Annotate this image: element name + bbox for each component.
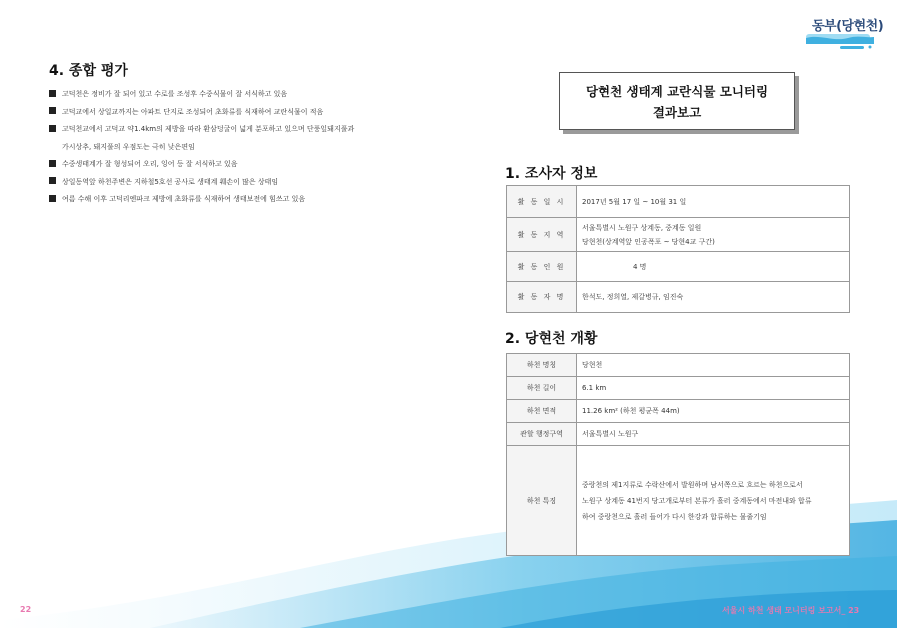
table-row: 하천 면적 11.26 km² (하천 평균폭 44m) xyxy=(507,400,850,423)
list-item: 고덕교에서 상일교까지는 아파트 단지로 조성되어 초화류를 식재하여 교란식물이 적음 xyxy=(49,104,429,122)
list-item: 고덕천은 정비가 잘 되어 있고 수로를 조성후 수중식물이 잘 서식하고 있음 xyxy=(49,86,429,104)
table-row: 활 동 지 역 서울특별시 노원구 상계동, 중계동 일원 당현천(상계역앞 인공폭포 ~ 당현4교 구간) xyxy=(507,218,850,252)
river-overview-table xyxy=(506,353,850,556)
table-row: 관할 행정구역 서울특별시 노원구 xyxy=(507,423,850,446)
square-bullet-icon xyxy=(49,195,56,202)
list-item-continuation: 가시상추, 돼지풀의 우점도는 극히 낮은편임 xyxy=(62,142,195,151)
evaluation-list xyxy=(49,86,429,209)
square-bullet-icon xyxy=(49,90,56,97)
section-title-investigator: 1. 조사자 정보 xyxy=(505,166,598,182)
page-footer-right: 서울시 하천 생태 모니터링 보고서_ 23 xyxy=(722,606,860,615)
square-bullet-icon xyxy=(49,160,56,167)
table-row: 하천 특징 중랑천의 제1지류로 수락산에서 발원하며 남서쪽으로 흐르는 하천으로서 노원구 상계동 41번지 당고개로부터 본류가 흘러 중계동에서 마전내와 합류 하여 중랑천으로 흘러 들어가 다시 한강과 합류하는 물줄기임 xyxy=(507,446,850,556)
table-row: 활 동 인 원 4 명 xyxy=(507,252,850,282)
list-item: 고덕천교에서 고덕교 약1.4km의 제방을 따라 환삼덩굴이 넓게 분포하고 있으며 단풍잎돼지풀과 xyxy=(49,121,429,139)
square-bullet-icon xyxy=(49,125,56,132)
page-number-left: 22 xyxy=(20,605,32,614)
report-title-line2: 결과보고 xyxy=(652,105,702,120)
list-item: 여름 수해 이후 고덕리엔파크 제방에 초화류를 식재하여 생태보전에 힘쓰고 있음 xyxy=(49,191,429,209)
square-bullet-icon xyxy=(49,177,56,184)
square-bullet-icon xyxy=(49,107,56,114)
list-item: 상일동역앞 하천주변은 지하철5호선 공사로 생태계 훼손이 많은 상태임 xyxy=(49,174,429,192)
section-title-overview: 2. 당현천 개황 xyxy=(505,331,598,347)
list-item: 수중생태계가 잘 형성되어 오리, 잉어 등 잘 서식하고 있음 xyxy=(49,156,429,174)
report-title-line1: 당현천 생태계 교란식물 모니터링 xyxy=(585,84,769,99)
section-title-evaluation: 4. 종합 평가 xyxy=(49,63,128,79)
report-title-box xyxy=(559,72,795,130)
table-row: 활 동 자 명 한석도, 정희열, 제갈병규, 임진숙 xyxy=(507,282,850,313)
investigator-table xyxy=(506,185,850,313)
table-row: 활 동 일 시 2017년 5월 17 일 ~ 10월 31 일 xyxy=(507,186,850,218)
table-row: 하천 길이 6.1 km xyxy=(507,377,850,400)
badge-label: 동부(당현천) xyxy=(812,19,884,34)
table-row: 하천 명칭 당현천 xyxy=(507,354,850,377)
